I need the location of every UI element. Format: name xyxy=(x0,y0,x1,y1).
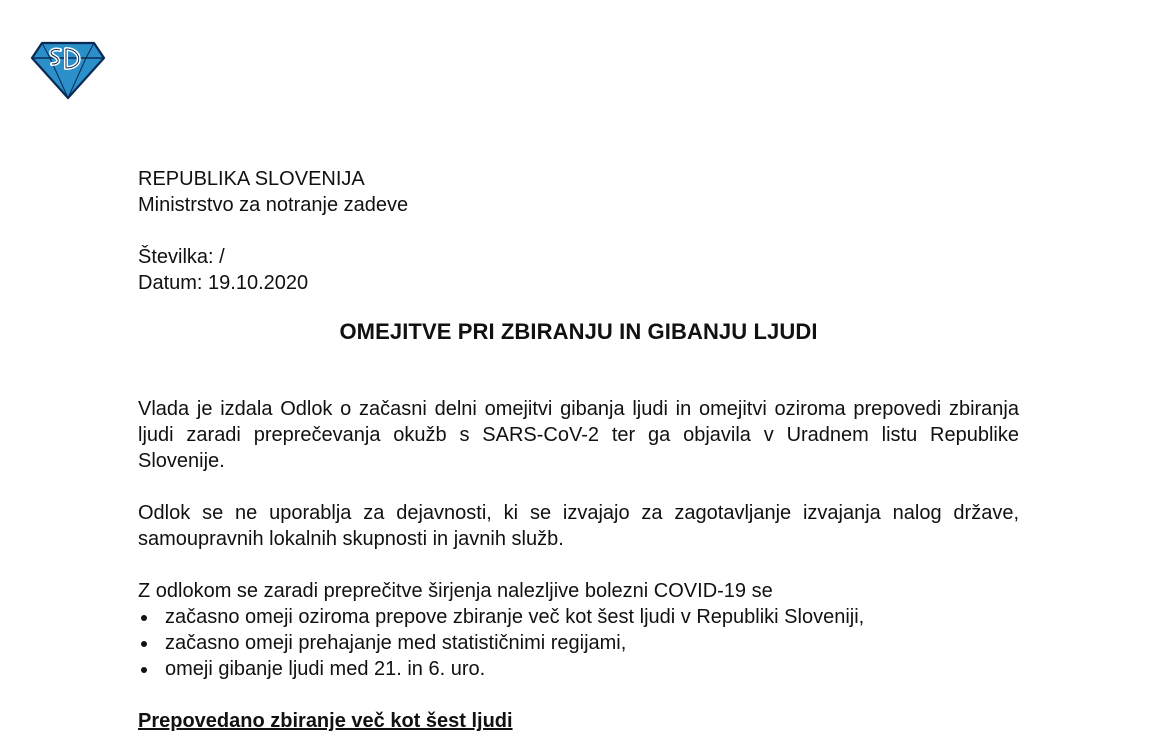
bullet-icon xyxy=(141,667,147,673)
spacer xyxy=(138,218,1019,244)
paragraph-exemptions: Odlok se ne uporablja za dejavnosti, ki se izvajajo za zagotavljanje izvajanja nalog države, samoupravnih lokalnih skupnosti in javnih služb. xyxy=(138,502,1019,550)
list-item xyxy=(138,630,1019,656)
section-heading-gathering-ban: Prepovedano zbiranje več kot šest ljudi xyxy=(138,710,513,732)
header-ministry: Ministrstvo za notranje zadeve xyxy=(138,194,409,216)
document-number: Številka: / xyxy=(138,246,225,268)
paragraph-decree-intro: Vlada je izdala Odlok o začasni delni omejitvi gibanja ljudi in omejitvi oziroma prepovedi zbiranja ljudi zaradi preprečevanja okužb s SARS-CoV-2 ter ga objavila v Uradnem listu Republike Slovenije. xyxy=(138,398,1019,472)
document-title: OMEJITVE PRI ZBIRANJU IN GIBANJU LJUDI xyxy=(339,319,818,344)
list-item-text: omeji gibanje ljudi med 21. in 6. uro. xyxy=(165,658,486,680)
bullet-icon xyxy=(141,615,147,621)
list-item xyxy=(138,656,1019,682)
header-country: REPUBLIKA SLOVENIJA xyxy=(138,168,365,190)
bullet-icon xyxy=(141,641,147,647)
measures-list xyxy=(138,604,1019,682)
sd-diamond-logo xyxy=(30,40,106,100)
list-item-text: začasno omeji prehajanje med statističnimi regijami, xyxy=(165,632,627,654)
document-date: Datum: 19.10.2020 xyxy=(138,272,309,294)
paragraph-measures-lead: Z odlokom se zaradi preprečitve širjenja nalezljive bolezni COVID-19 se xyxy=(138,580,773,602)
list-item-text: začasno omeji oziroma prepove zbiranje več kot šest ljudi v Republiki Sloveniji, xyxy=(165,606,865,628)
list-item xyxy=(138,604,1019,630)
document-body xyxy=(138,166,1019,734)
logo-graphic xyxy=(30,40,106,100)
